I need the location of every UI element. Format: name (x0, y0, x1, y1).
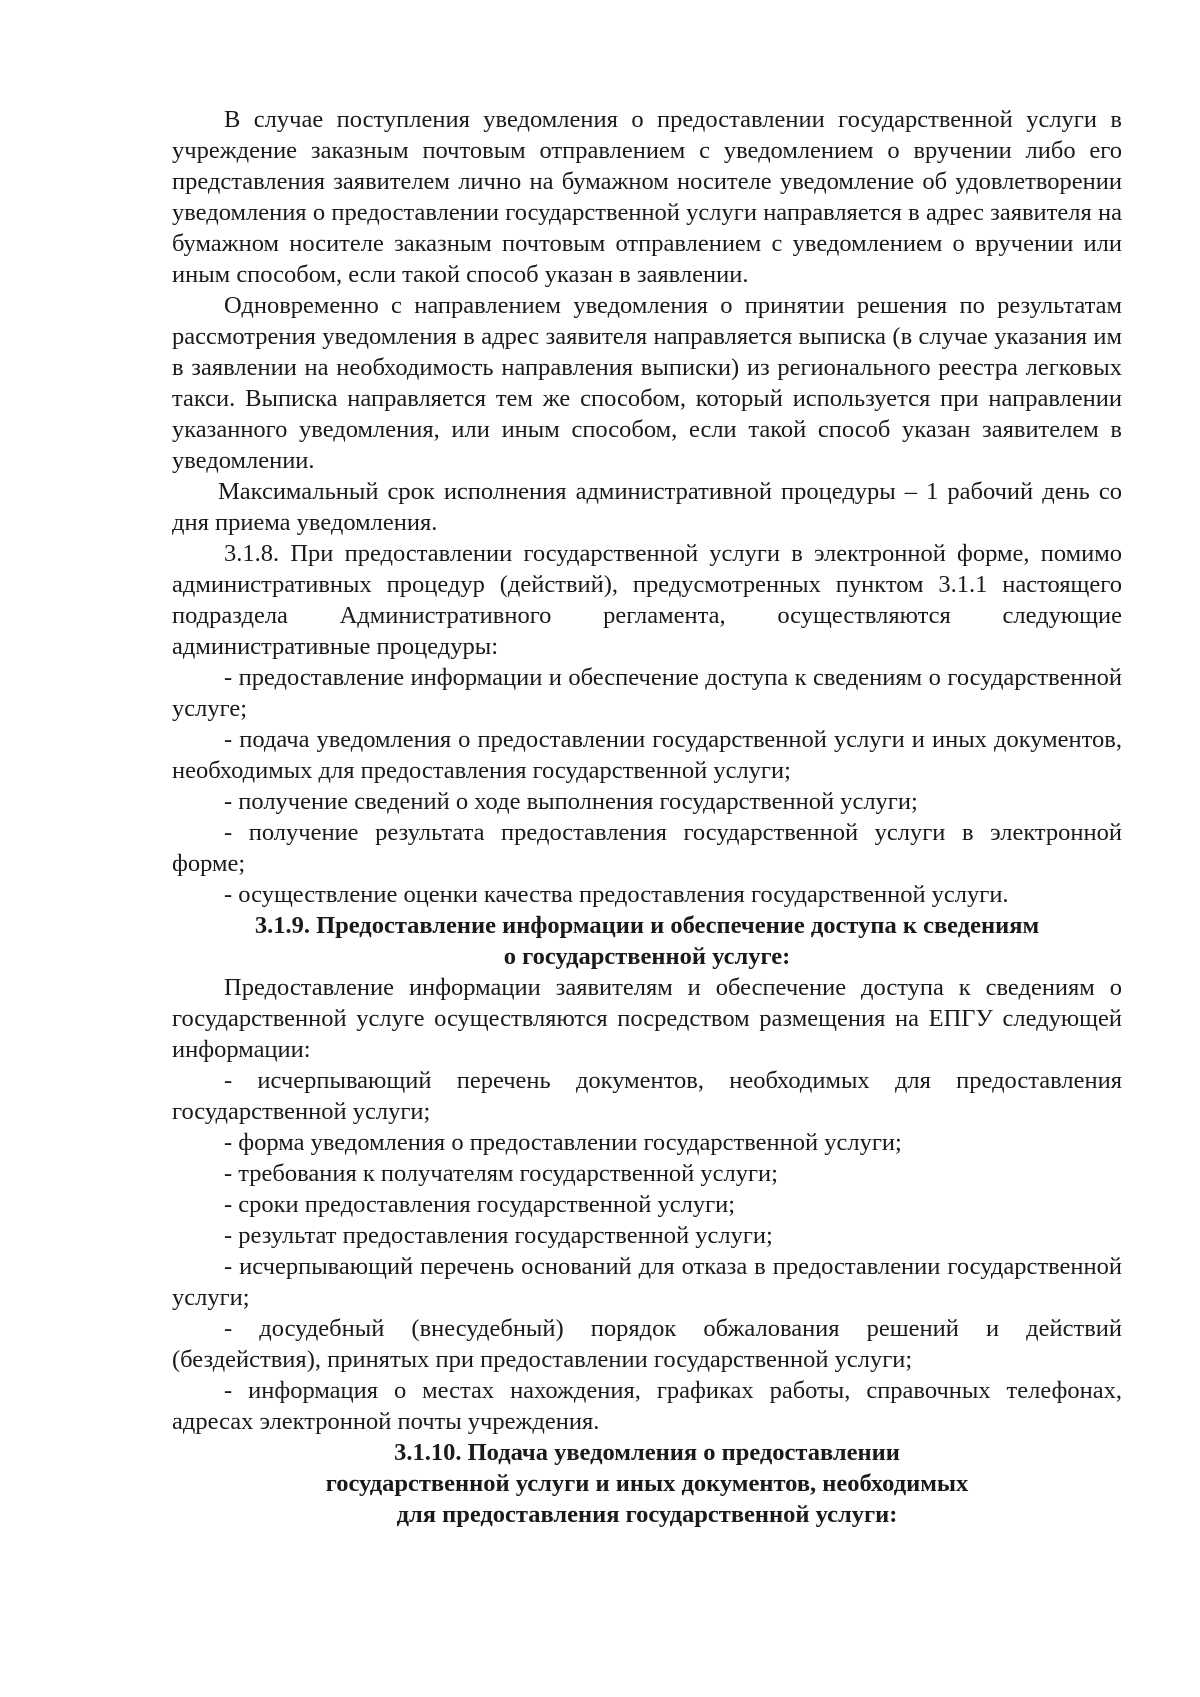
list-item-result: - получение результата предоставления государственной услуги в электронной форме; (172, 819, 1122, 877)
list-item-documents: - исчерпывающий перечень документов, необходимых для предоставления государственной услуги; (172, 1067, 1122, 1125)
paragraph-registry-extract: Одновременно с направлением уведомления о принятии решения по результатам рассмотрения уведомления в адрес заявителя направляется выписка (в случае указания им в заявлении на необходимость направления выписки) из регионального реестра легковых такси. Выписка направляется тем же способом, который используется при направлении указанного уведомления, или иным способом, если такой способ указан заявителем в уведомлении. (172, 292, 1122, 474)
paragraph-3-1-8: 3.1.8. При предоставлении государственной услуги в электронной форме, помимо административных процедур (действий), предусмотренных пунктом 3.1.1 настоящего подраздела Административного регламента, осуществляются следующие административные процедуры: (172, 540, 1122, 660)
list-item-form: - форма уведомления о предоставлении государственной услуги; (224, 1129, 902, 1156)
paragraph-epgu-info: Предоставление информации заявителям и обеспечение доступа к сведениям о государственной услуге осуществляются посредством размещения на ЕПГУ следующей информации: (172, 974, 1122, 1063)
list-item-service-result: - результат предоставления государственной услуги; (224, 1222, 773, 1249)
heading-3-1-10-line-3: для предоставления государственной услуги: (396, 1501, 898, 1528)
list-item-terms: - сроки предоставления государственной услуги; (224, 1191, 736, 1218)
paragraph-mail-delivery: В случае поступления уведомления о предоставлении государственной услуги в учреждение заказным почтовым отправлением с уведомлением о вручении либо его представления заявителем лично на бумажном носителе уведомление об удовлетворении уведомления о предоставлении государственной услуги направляется в адрес заявителя на бумажном носителе заказным почтовым отправлением с уведомлением о вручении или иным способом, если такой способ указан в заявлении. (172, 106, 1122, 288)
list-item-progress: - получение сведений о ходе выполнения государственной услуги; (224, 788, 918, 815)
document-page (172, 104, 1122, 1530)
paragraph-max-term: Максимальный срок исполнения административной процедуры – 1 рабочий день со дня приема уведомления. (172, 478, 1122, 536)
heading-3-1-9-line-2: о государственной услуге: (503, 943, 791, 970)
heading-3-1-10-line-2: государственной услуги и иных документов, необходимых (325, 1470, 969, 1497)
list-item-requirements: - требования к получателям государственной услуги; (224, 1160, 778, 1187)
heading-3-1-10 (172, 1437, 1122, 1530)
list-item-refusal-grounds: - исчерпывающий перечень оснований для отказа в предоставлении государственной услуги; (172, 1253, 1122, 1311)
heading-3-1-9-line-1: 3.1.9. Предоставление информации и обеспечение доступа к сведениям (254, 912, 1040, 939)
list-item-appeal: - досудебный (внесудебный) порядок обжалования решений и действий (бездействия), принятых при предоставлении государственной услуги; (172, 1315, 1122, 1373)
list-item-submission: - подача уведомления о предоставлении государственной услуги и иных документов, необходимых для предоставления государственной услуги; (172, 726, 1122, 784)
list-item-locations: - информация о местах нахождения, графиках работы, справочных телефонах, адресах электронной почты учреждения. (172, 1377, 1122, 1435)
heading-3-1-9 (172, 910, 1122, 972)
heading-3-1-10-line-1: 3.1.10. Подача уведомления о предоставлении (394, 1439, 900, 1466)
list-item-info-access: - предоставление информации и обеспечение доступа к сведениям о государственной услуге; (172, 664, 1122, 722)
list-item-quality: - осуществление оценки качества предоставления государственной услуги. (224, 881, 1009, 908)
